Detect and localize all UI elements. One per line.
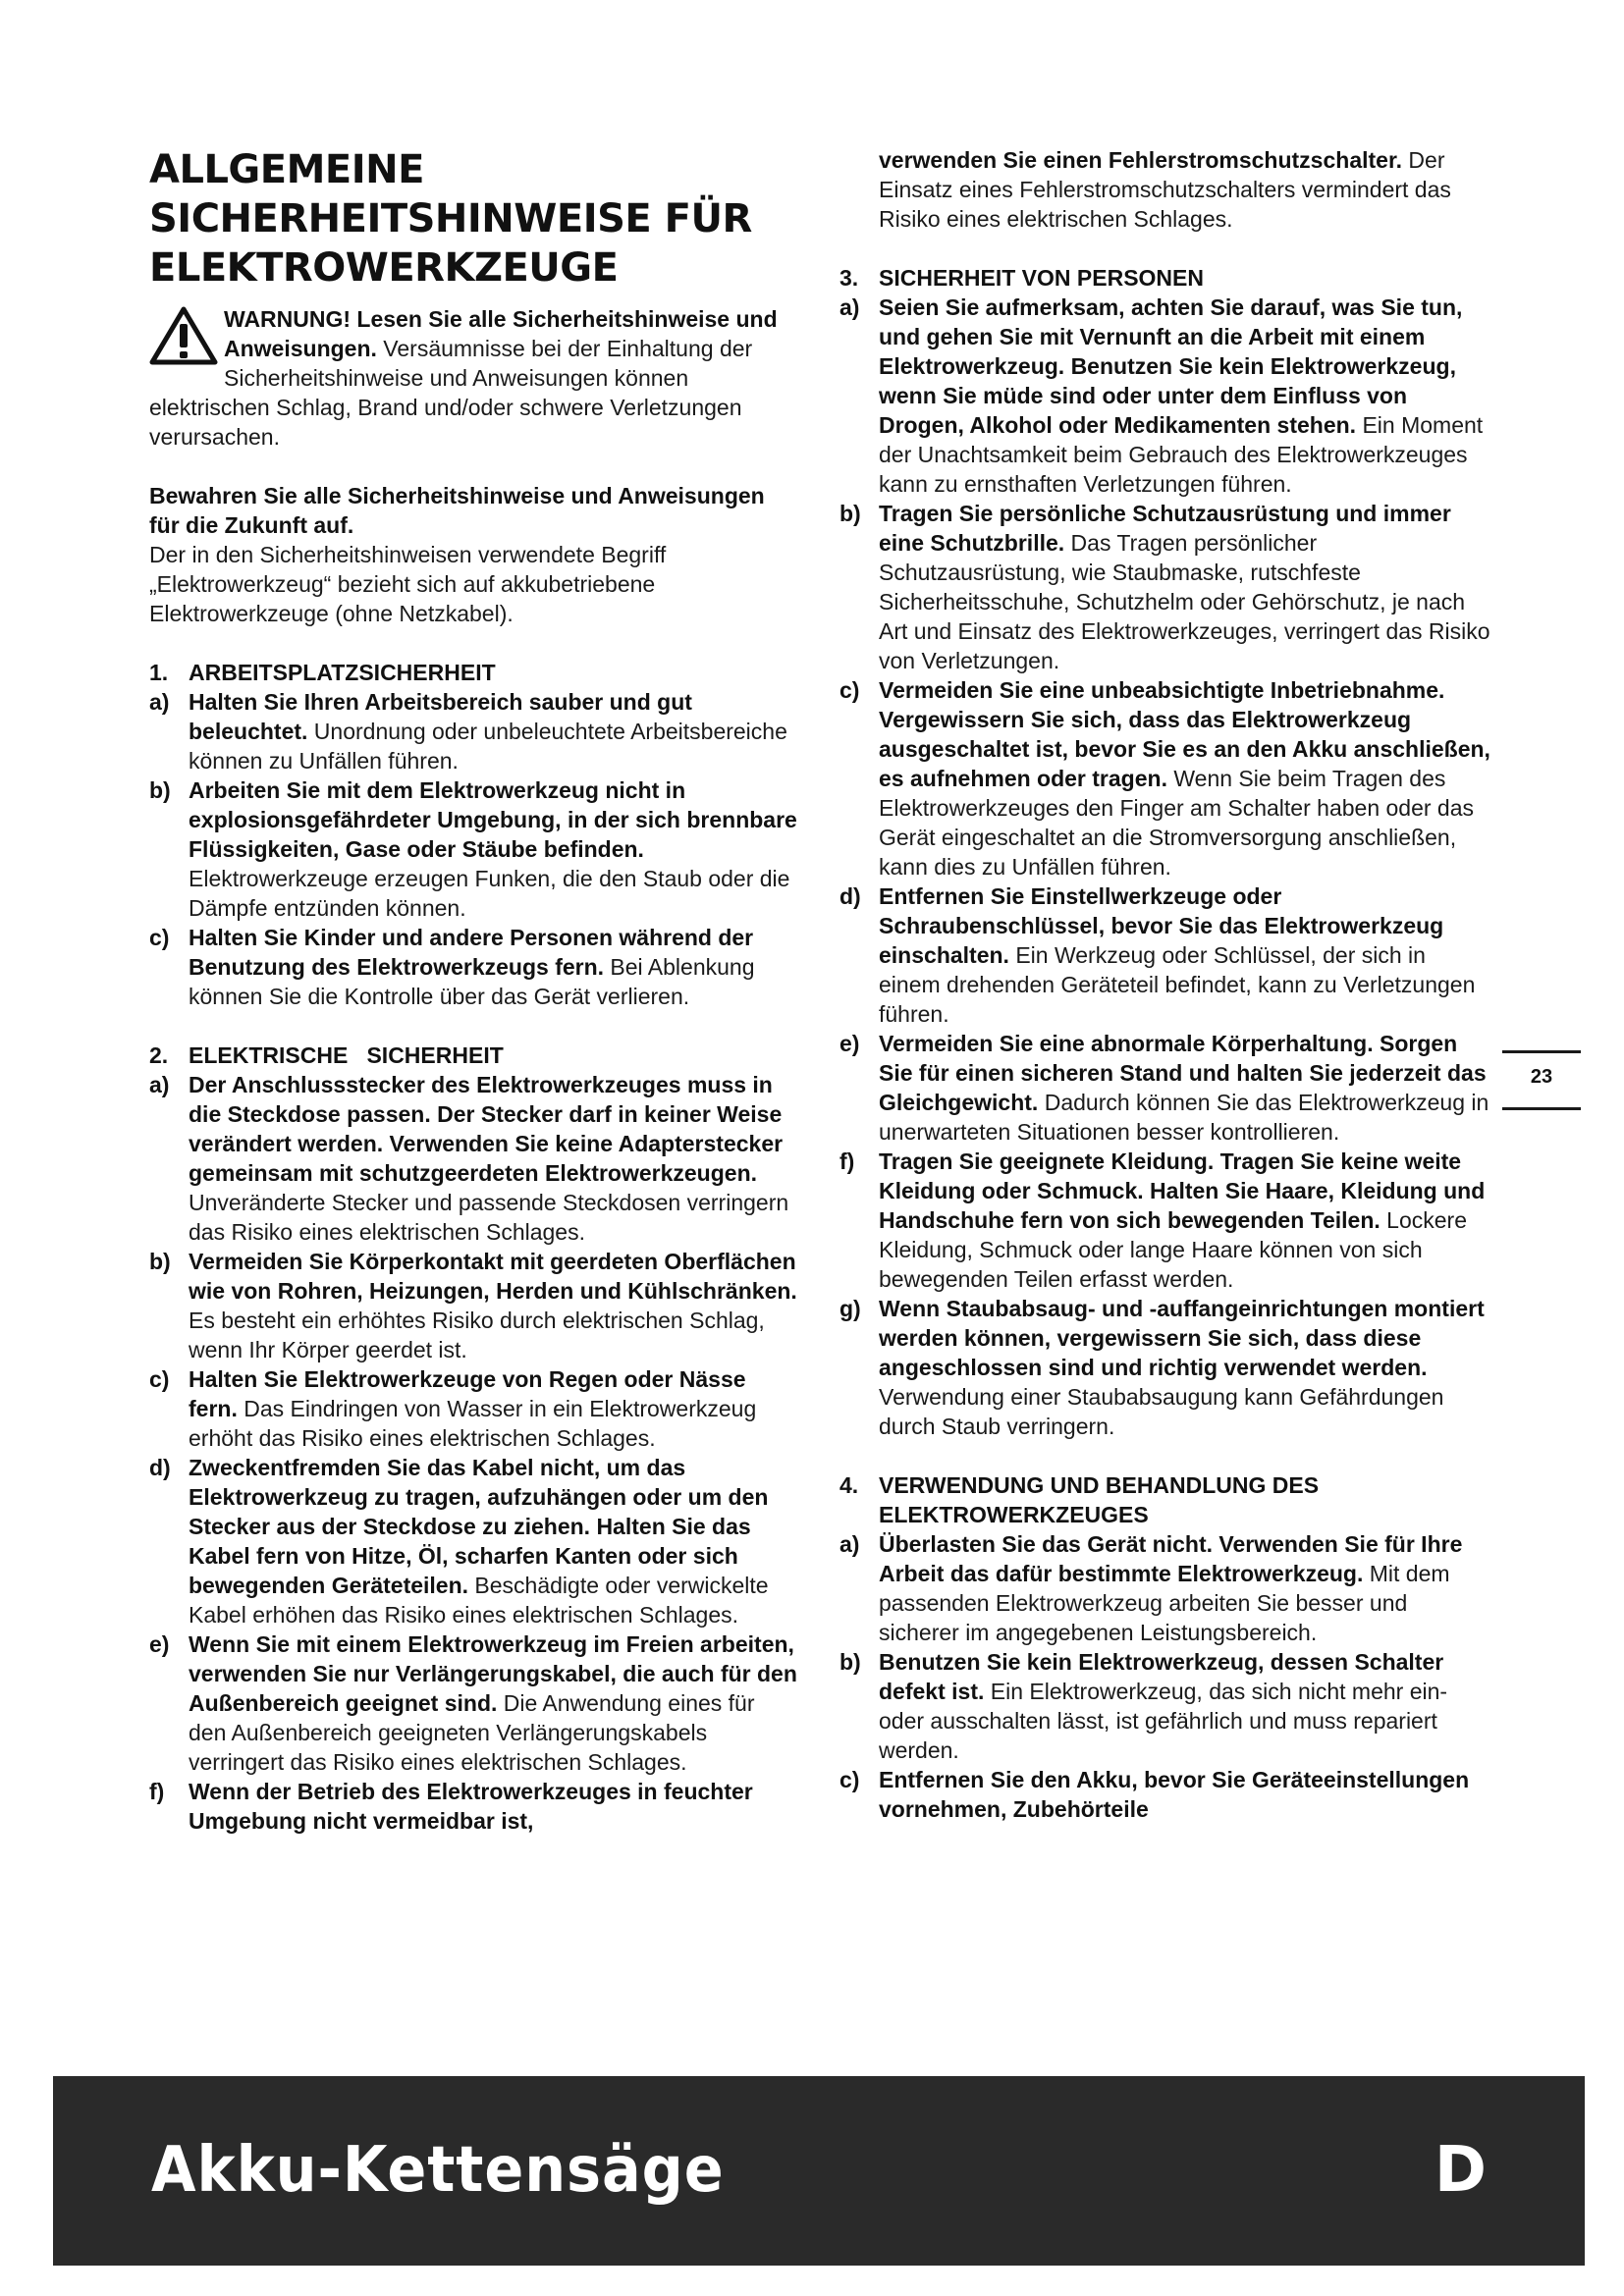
item-label: c) (149, 925, 170, 950)
warning-triangle-icon (149, 306, 218, 365)
item-text: Die Anwendung eines für den Außenbereich geeigneten Verlängerungskabels verringert das Risiko eines elektrischen Schlages. (189, 1690, 755, 1775)
item-text: Ein Werkzeug oder Schlüssel, der sich in einem drehenden Geräteteil befindet, kann zu Verletzungen führen. (879, 942, 1476, 1027)
item-text: Das Tragen persönlicher Schutzausrüstung, wie Staubmaske, rutschfeste Sicherheitsschuhe, Schutzhelm oder Gehörschutz, je nach Art und Einsatz des Elektrowerkzeuges, verringert das Risiko von Verletzungen. (879, 530, 1490, 673)
item-bold: Zweckentfremden Sie das Kabel nicht, um das Elektrowerkzeug zu tragen, aufzuhängen oder um den Stecker aus der Steckdose zu ziehen. Halten Sie das Kabel fern von Hitze, Öl, scharfen Kanten oder sich bewegenden Geräteteilen. (189, 1455, 769, 1598)
item-label: b) (149, 1249, 171, 1274)
section-3-heading (839, 263, 1492, 293)
list-item (149, 775, 797, 923)
item-bold: Der Anschlussstecker des Elektrowerkzeuges muss in die Steckdose passen. Der Stecker darf in keiner Weise verändert werden. Verwenden Sie keine Adapterstecker gemeinsam mit schutzgeerdeten Elektrowerkzeugen. (189, 1072, 784, 1186)
item-label: c) (839, 1767, 860, 1792)
warning-text: Versäumnisse bei der Einhaltung der Sicherheitshinweise und Anweisungen können elektrischen Schlag, Brand und/oder schwere Verletzungen verursachen. (149, 336, 753, 450)
item-text: Wenn Sie beim Tragen des Elektrowerkzeuges den Finger am Schalter haben oder das Gerät eingeschaltet an die Stromversorgung anschließen, kann dies zu Unfällen führen. (879, 766, 1475, 880)
item-bold: Halten Sie Elektrowerkzeuge von Regen oder Nässe fern. (189, 1366, 746, 1421)
continuation-text: Der Einsatz eines Fehlerstromschutzschalters vermindert das Risiko eines elektrischen Schlages. (879, 147, 1451, 232)
item-label: f) (839, 1148, 855, 1174)
section-1-number: 1. (149, 660, 169, 685)
warning-paragraph (149, 304, 797, 452)
page-number: 23 (1530, 1066, 1553, 1088)
section-1-heading (149, 658, 797, 687)
item-label: g) (839, 1296, 861, 1321)
item-text: Bei Ablenkung können Sie die Kontrolle über das Gerät verlieren. (189, 954, 755, 1009)
item-bold: Arbeiten Sie mit dem Elektrowerkzeug nicht in explosionsgefährdeter Umgebung, in der sich brennbare Flüssigkeiten, Gase oder Stäube befinden. (189, 777, 797, 862)
list-item (839, 499, 1492, 675)
item-text: Unveränderte Stecker und passende Steckdosen verringern das Risiko eines elektrischen Schlages. (189, 1190, 789, 1245)
language-code: D (1434, 2134, 1487, 2207)
section-4-heading (839, 1470, 1492, 1529)
list-item (839, 1765, 1492, 1824)
section-4-title: VERWENDUNG UND BEHANDLUNG DES ELEKTROWERKZEUGES (879, 1472, 1320, 1527)
section-2-heading (149, 1041, 797, 1070)
list-item (149, 1070, 797, 1247)
item-bold: Halten Sie Kinder und andere Personen während der Benutzung des Elektrowerkzeugs fern. (189, 925, 754, 980)
item-label: a) (149, 1072, 170, 1097)
item-label: d) (839, 883, 861, 909)
page-number-rule-bottom (1502, 1107, 1581, 1110)
item-text: Unordnung oder unbeleuchtete Arbeitsbereiche können zu Unfällen führen. (189, 719, 787, 774)
item-label: a) (839, 294, 860, 320)
item-bold: Wenn der Betrieb des Elektrowerkzeuges in feuchter Umgebung nicht vermeidbar ist, (189, 1779, 753, 1834)
item-text: Lockere Kleidung, Schmuck oder lange Haare können von sich bewegenden Teilen erfasst werden. (879, 1207, 1468, 1292)
item-label: b) (149, 777, 171, 803)
item-text: Ein Moment der Unachtsamkeit beim Gebrauch des Elektrowerkzeuges kann zu ernsthaften Verletzungen führen. (879, 412, 1484, 497)
list-item (839, 881, 1492, 1029)
item-label: a) (149, 689, 170, 715)
item-label: e) (149, 1631, 170, 1657)
keep-instructions (149, 481, 797, 540)
item-label: c) (149, 1366, 170, 1392)
list-item (149, 1453, 797, 1629)
item-label: b) (839, 501, 861, 526)
item-label: c) (839, 677, 860, 703)
section-2-continuation (839, 145, 1492, 234)
item-bold: Entfernen Sie Einstellwerkzeuge oder Schraubenschlüssel, bevor Sie das Elektrowerkzeug einschalten. (879, 883, 1444, 968)
continuation-bold: verwenden Sie einen Fehlerstromschutzschalter. (879, 147, 1403, 173)
section-3-number: 3. (839, 265, 859, 291)
item-bold: Vermeiden Sie eine abnormale Körperhaltung. Sorgen Sie für einen sicheren Stand und halten Sie jederzeit das Gleichgewicht. (879, 1031, 1487, 1115)
item-bold: Vermeiden Sie eine unbeabsichtigte Inbetriebnahme. Vergewissern Sie sich, dass das Elektrowerkzeug ausgeschaltet ist, bevor Sie es an den Akku anschließen, es aufnehmen oder tragen. (879, 677, 1490, 791)
list-item (149, 687, 797, 775)
list-item (839, 1147, 1492, 1294)
item-text: Es besteht ein erhöhtes Risiko durch elektrischen Schlag, wenn Ihr Körper geerdet ist. (189, 1308, 765, 1362)
list-item (839, 293, 1492, 499)
item-bold: Seien Sie aufmerksam, achten Sie darauf, was Sie tun, und gehen Sie mit Vernunft an die Arbeit mit einem Elektrowerkzeug. Benutzen Sie kein Elektrowerkzeug, wenn Sie müde sind oder unter dem Einfluss von Drogen, Alkohol oder Medikamenten stehen. (879, 294, 1463, 438)
item-text: Das Eindringen von Wasser in ein Elektrowerkzeug erhöht das Risiko eines elektrischen Schlages. (189, 1396, 757, 1451)
item-bold: Tragen Sie geeignete Kleidung. Tragen Sie keine weite Kleidung oder Schmuck. Halten Sie Haare, Kleidung und Handschuhe fern von sich bewegenden Teilen. (879, 1148, 1486, 1233)
item-bold: Tragen Sie persönliche Schutzausrüstung und immer eine Schutzbrille. (879, 501, 1451, 556)
list-item (149, 1629, 797, 1777)
list-item (839, 1529, 1492, 1647)
item-bold: Wenn Sie mit einem Elektrowerkzeug im Freien arbeiten, verwenden Sie nur Verlängerungskabel, die auch für den Außenbereich geeignet sind. (189, 1631, 797, 1716)
keep-bold: Bewahren Sie alle Sicherheitshinweise und Anweisungen für die Zukunft auf. (149, 483, 765, 538)
item-bold: Überlasten Sie das Gerät nicht. Verwenden Sie für Ihre Arbeit das dafür bestimmte Elektrowerkzeug. (879, 1531, 1463, 1586)
section-1-title: ARBEITSPLATZSICHERHEIT (189, 660, 496, 685)
page-title: ALLGEMEINE SICHERHEITSHINWEISE FÜR ELEKTROWERKZEUGE (149, 147, 752, 291)
item-text: Beschädigte oder verwickelte Kabel erhöhen das Risiko eines elektrischen Schlages. (189, 1573, 769, 1628)
item-text: Elektrowerkzeuge erzeugen Funken, die den Staub oder die Dämpfe entzünden können. (189, 866, 790, 921)
list-item (149, 923, 797, 1011)
item-bold: Halten Sie Ihren Arbeitsbereich sauber und gut beleuchtet. (189, 689, 692, 744)
item-text: Mit dem passenden Elektrowerkzeug arbeiten Sie besser und sicherer im angegebenen Leistungsbereich. (879, 1561, 1450, 1645)
item-text: Dadurch können Sie das Elektrowerkzeug in unerwarteten Situationen besser kontrollieren. (879, 1090, 1489, 1145)
list-item (839, 1647, 1492, 1765)
page-number-rule-top (1502, 1050, 1581, 1053)
item-text: Verwendung einer Staubabsaugung kann Gefährdungen durch Staub verringern. (879, 1384, 1444, 1439)
list-item (839, 1294, 1492, 1441)
item-bold: Benutzen Sie kein Elektrowerkzeug, dessen Schalter defekt ist. (879, 1649, 1444, 1704)
item-label: b) (839, 1649, 861, 1675)
item-bold: Vermeiden Sie Körperkontakt mit geerdeten Oberflächen wie von Rohren, Heizungen, Herden und Kühlschränken. (189, 1249, 797, 1304)
product-title: Akku-Kettensäge (151, 2134, 725, 2207)
item-bold: Wenn Staubabsaug- und -auffangeinrichtungen montiert werden können, vergewissern Sie sich, dass diese angeschlossen sind und richtig verwendet werden. (879, 1296, 1485, 1380)
left-column (149, 145, 797, 1836)
item-label: a) (839, 1531, 860, 1557)
list-item (149, 1364, 797, 1453)
section-2-title: ELEKTRISCHE SICHERHEIT (189, 1042, 504, 1068)
list-item (839, 675, 1492, 881)
item-bold: Entfernen Sie den Akku, bevor Sie Geräteeinstellungen vornehmen, Zubehörteile (879, 1767, 1470, 1822)
keep-text: Der in den Sicherheitshinweisen verwendete Begriff „Elektrowerkzeug“ bezieht sich auf akkubetriebene Elektrowerkzeuge (ohne Netzkabel). (149, 542, 667, 626)
list-item (149, 1777, 797, 1836)
item-label: f) (149, 1779, 165, 1804)
footer-banner (53, 2076, 1585, 2266)
right-column (839, 145, 1492, 1824)
item-label: d) (149, 1455, 171, 1480)
item-text: Ein Elektrowerkzeug, das sich nicht mehr ein- oder ausschalten lässt, ist gefährlich und muss repariert werden. (879, 1679, 1448, 1763)
section-4-number: 4. (839, 1472, 859, 1498)
warning-bold: WARNUNG! Lesen Sie alle Sicherheitshinweise und Anweisungen. (224, 306, 778, 361)
list-item (149, 1247, 797, 1364)
section-3-title: SICHERHEIT VON PERSONEN (879, 265, 1204, 291)
item-label: e) (839, 1031, 860, 1056)
list-item (839, 1029, 1492, 1147)
section-2-number: 2. (149, 1042, 169, 1068)
